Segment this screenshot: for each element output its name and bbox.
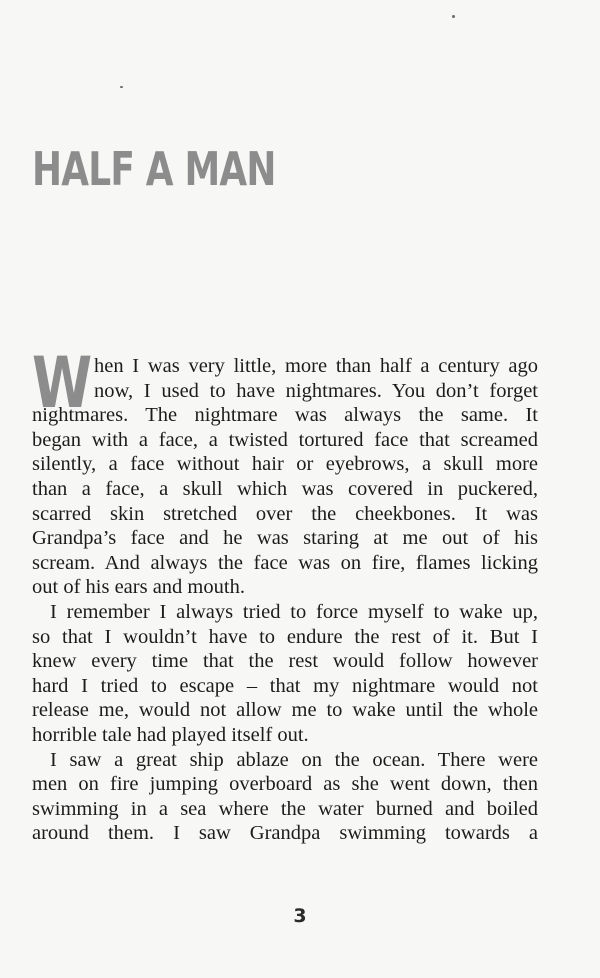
- chapter-title: HALF A MAN: [32, 142, 276, 196]
- chapter-body: [32, 342, 538, 846]
- paper-speck: [120, 86, 123, 88]
- text-line: scarred skin stretched over the cheekbones. It was: [32, 502, 538, 525]
- text-line: men on fire jumping overboard as she went down, then: [32, 773, 538, 796]
- text-line: now, I used to have nightmares. You don’t forget: [94, 379, 538, 402]
- text-line: so that I wouldn’t have to endure the rest of it. But I: [32, 625, 538, 648]
- text-line: hen I was very little, more than half a century ago: [94, 355, 538, 377]
- text-line: hard I tried to escape – that my nightmare would not: [32, 674, 538, 697]
- text-line: scream. And always the face was on fire, flames licking: [32, 551, 538, 574]
- text-line: silently, a face without hair or eyebrows, a skull more: [32, 453, 538, 476]
- page-number: 3: [293, 905, 307, 927]
- text-line: than a face, a skull which was covered in puckered,: [32, 477, 538, 500]
- paper-speck: [452, 15, 455, 18]
- text-line: out of his ears and mouth.: [32, 576, 245, 599]
- text-line: horrible tale had played itself out.: [32, 723, 309, 746]
- drop-cap: W: [32, 342, 93, 424]
- text-line: I saw a great ship ablaze on the ocean. There were: [50, 748, 538, 771]
- text-line: knew every time that the rest would follow however: [32, 650, 538, 673]
- text-line: around them. I saw Grandpa swimming towards a: [32, 822, 538, 845]
- text-line: release me, would not allow me to wake until the whole: [32, 699, 538, 722]
- text-line: I remember I always tried to force myself to wake up,: [50, 600, 538, 623]
- text-line: swimming in a sea where the water burned and boiled: [32, 797, 538, 820]
- text-line: nightmares. The nightmare was always the same. It: [32, 404, 538, 427]
- text-line: began with a face, a twisted tortured face that screamed: [32, 428, 538, 451]
- text-line: Grandpa’s face and he was staring at me out of his: [32, 527, 538, 550]
